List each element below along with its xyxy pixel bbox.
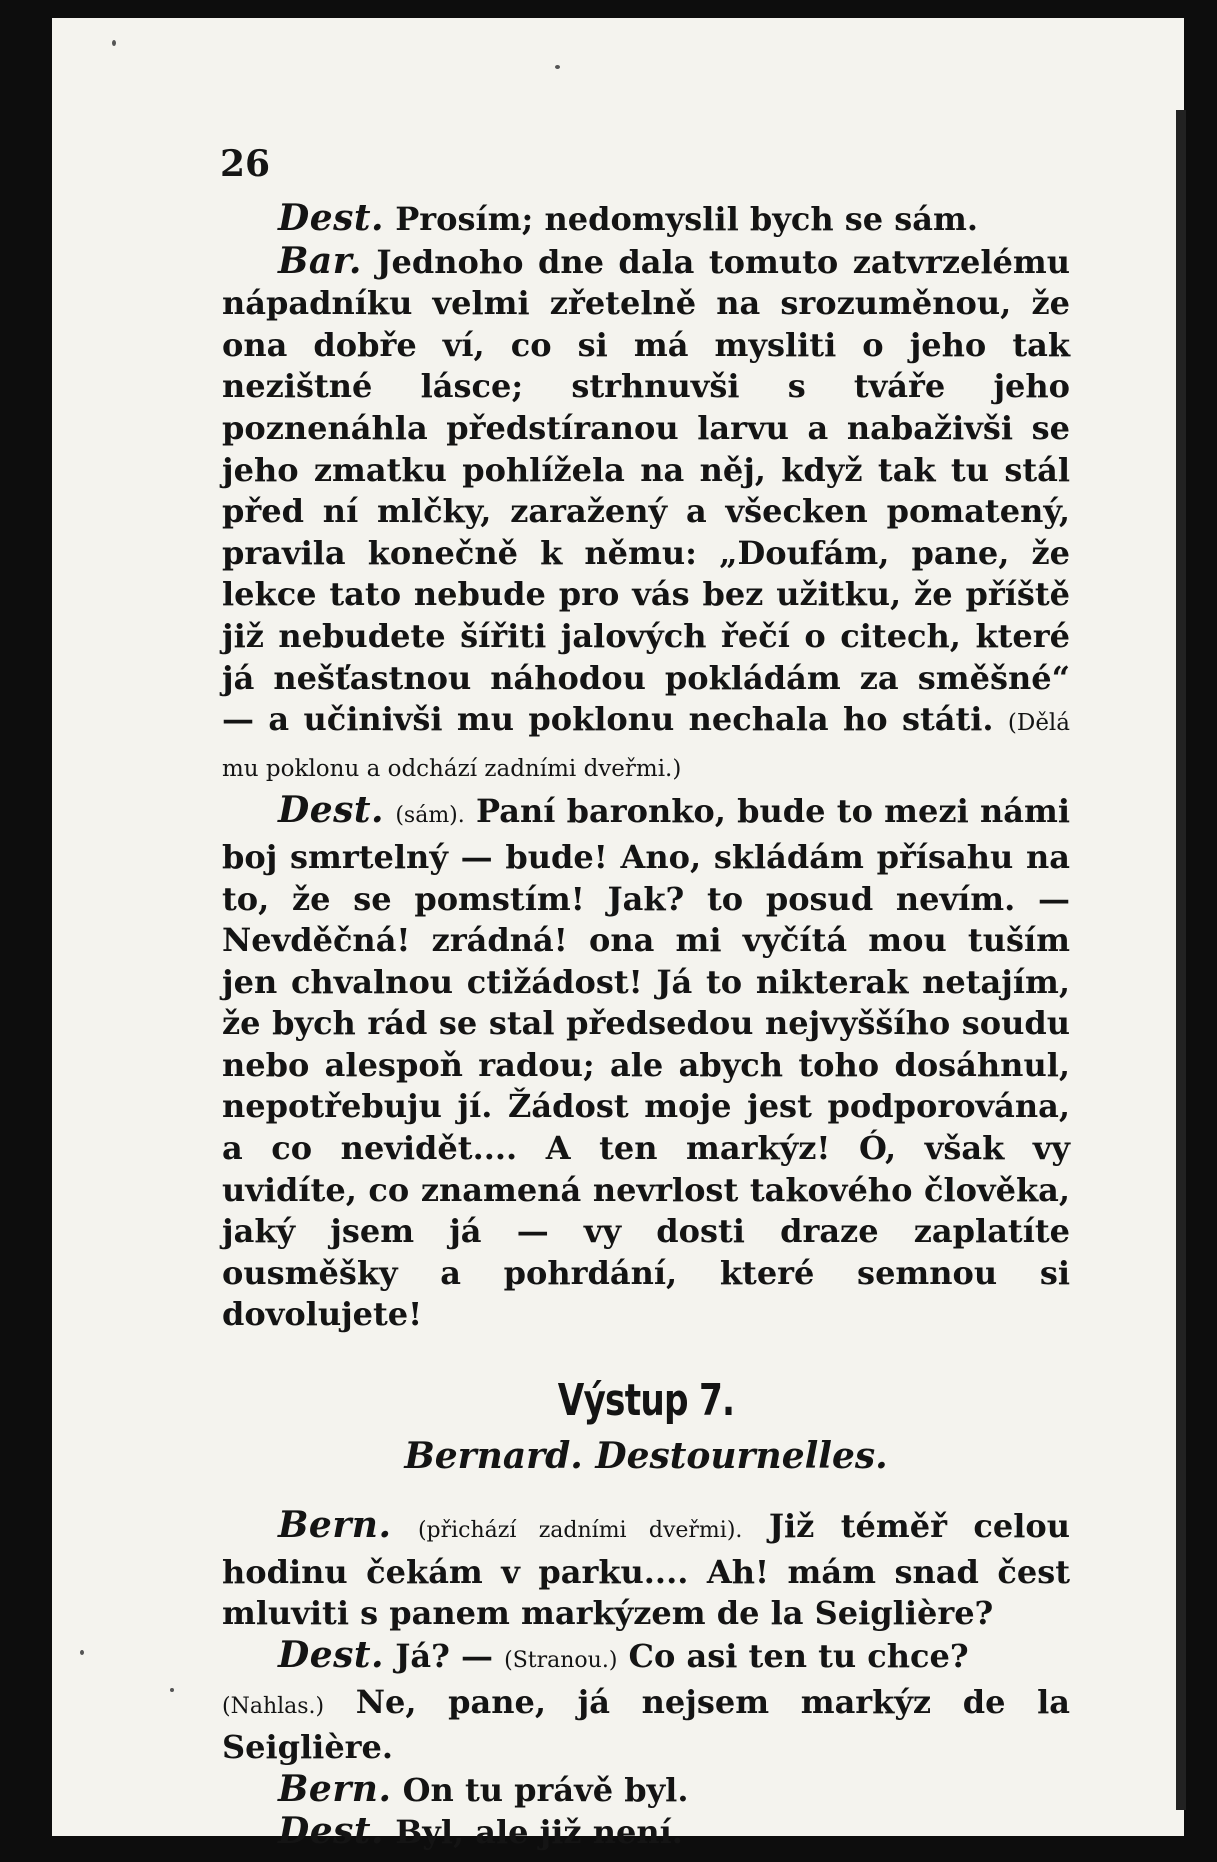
dialogue-text: Já? —: [384, 1637, 505, 1675]
dialogue-line: [222, 1811, 1070, 1854]
dialogue-line: [222, 241, 1070, 791]
stage-direction: (Stranou.): [504, 1648, 618, 1673]
play-text: [222, 198, 1070, 1854]
dialogue-line: [222, 1635, 1070, 1682]
speaker-name: Dest.: [278, 1634, 385, 1676]
print-speck: [555, 65, 560, 69]
scene-title: Výstup 7.: [557, 1375, 735, 1427]
page-number: 26: [220, 143, 271, 185]
dialogue-text: Paní baronko, bude to mezi námi boj smrtelný — bude! Ano, skládám přísahu na to, že se pomstím! Jak? to posud nevím. — Nevděčná! zrádná! ona mi vyčítá mou tuším jen chvalnou ctižádost! Já to nikterak netajím, že bych rád se stal předsedou nejvyššího soudu nebo alespoň radou; ale abych toho dosáhnul, nepotřebuju jí. Žádost moje jest podporována, a co nevidět.... A ten markýz! Ó, však vy uvidíte, co znamená nevrlost takového člověka, jaký jsem já — vy dosti draze zaplatíte ousměšky a pohrdání, které semnou si dovolujete!: [222, 792, 1071, 1334]
dialogue-text: Již téměř celou hodinu čekám v parku.... Ah! mám snad čest mluviti s panem markýzem de la Seiglière?: [222, 1507, 1071, 1633]
speaker-name: Dest.: [278, 1810, 385, 1853]
dialogue-line: [222, 1769, 1070, 1812]
dialogue-line: [222, 1505, 1070, 1635]
dialogue-text: Jednoho dne dala tomuto zatvrzelému nápadníku velmi zřetelně na srozuměnou, že ona dobře ví, co si má mysliti o jeho tak nezištné lásce; strhnuvši s tváře jeho poznenáhla předstíranou larvu a nabaživši se jeho zmatku pohlížela na něj, když tak tu stál před ní mlčky, zaražený a všecken pomatený, pravila konečně k němu: „Doufám, pane, že lekce tato nebude pro vás bez užitku, že příště již nebudete šířiti jalových řečí o citech, které já nešťastnou náhodou pokládám za směšné“ — a učinivši mu poklonu nechala ho státi.: [222, 242, 1070, 739]
speaker-name: Bern.: [278, 1504, 392, 1547]
speaker-name: Bern.: [278, 1767, 392, 1810]
dialogue-line: [222, 1682, 1070, 1769]
stage-direction: (sám).: [395, 803, 465, 829]
dialogue-text: Ne, pane, já nejsem markýz de la Seiglière.: [222, 1682, 1070, 1767]
dialogue-text: On tu právě byl.: [391, 1770, 689, 1809]
print-speck: [170, 1688, 174, 1692]
dialogue-text: Byl, ale již není.: [384, 1813, 683, 1852]
stage-direction: (Dělá mu poklonu a odchází zadními dveřmi.): [222, 710, 1070, 782]
stage-direction: (přichází zadními dveřmi).: [417, 1518, 743, 1544]
dialogue-text: Prosím; nedomyslil bych se sám.: [384, 200, 978, 238]
print-speck: [80, 1650, 84, 1655]
stage-direction: (Nahlas.): [222, 1693, 325, 1719]
speaker-name: Dest.: [278, 789, 385, 832]
scene-characters: Bernard. Destournelles.: [404, 1434, 888, 1477]
dialogue-line: [222, 790, 1070, 1336]
dialogue-text: Co asi ten tu chce?: [617, 1637, 969, 1675]
speaker-name: Dest.: [278, 197, 385, 239]
dialogue-line: [222, 198, 1070, 241]
speaker-name: Bar.: [278, 239, 362, 282]
print-speck: [112, 40, 116, 46]
page-edge-shadow: [1176, 110, 1186, 1810]
